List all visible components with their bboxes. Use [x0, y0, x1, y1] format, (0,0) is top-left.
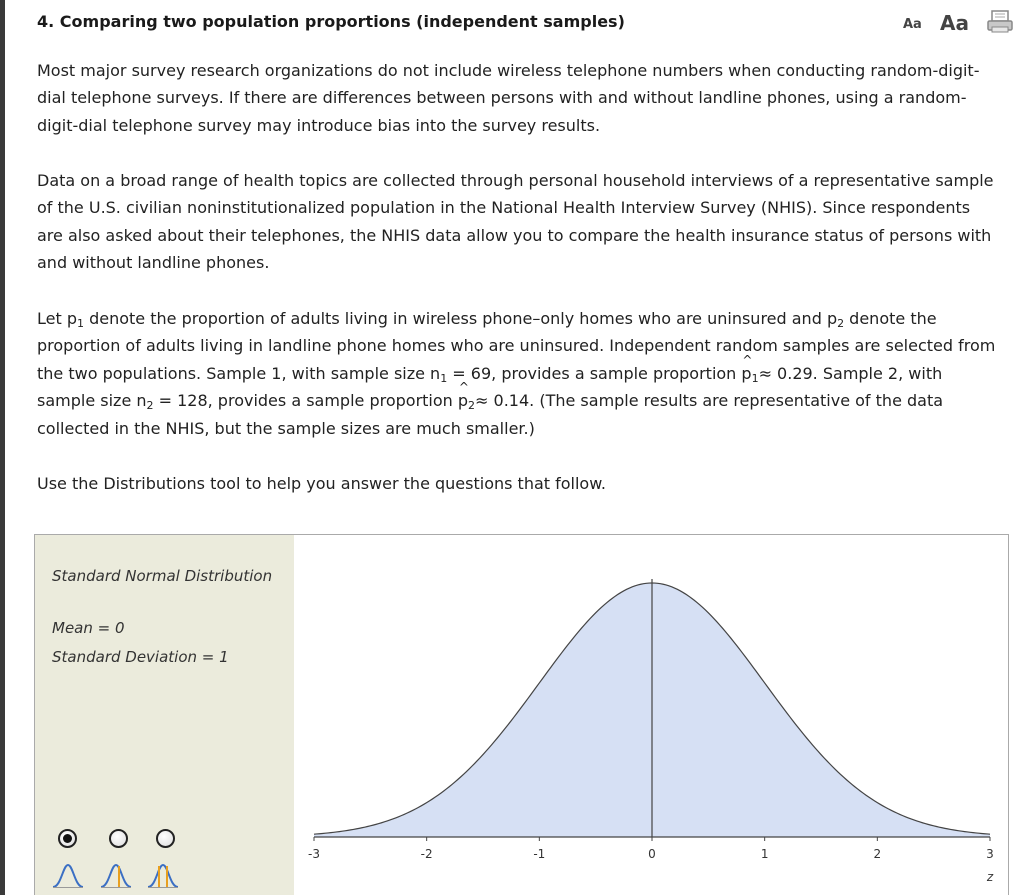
distribution-title: Standard Normal Distribution: [52, 567, 273, 585]
x-tick-label: 3: [986, 847, 994, 861]
question-title: 4. Comparing two population proportions (independent samples): [37, 12, 625, 31]
print-icon[interactable]: [986, 10, 1016, 34]
sd-label: Standard Deviation = 1: [52, 648, 229, 666]
nhis-paragraph: Data on a broad range of health topics are collected through personal household interviews of a representative sample of the U.S. civilian noninstitutionalized population in the National Health Interview Survey (NHIS). Since respondents are also asked about their telephones, the NHIS data allow you to compare the health insurance status of persons with and without landline phones.: [37, 171, 994, 273]
x-tick-label: -1: [533, 847, 546, 861]
x-tick-label: 2: [873, 847, 882, 861]
normal-distribution-chart[interactable]: [35, 535, 1010, 895]
x-tick-label: 1: [760, 847, 769, 861]
font-size-small-button[interactable]: Aa: [903, 17, 922, 32]
x-axis-label: z: [986, 870, 994, 884]
intro-paragraph: Most major survey research organizations do not include wireless telephone numbers when conducting random-digit-dial telephone surveys. If there are differences between persons with and without landline phones, using a random-digit-dial telephone survey may introduce bias into the survey results.: [37, 61, 980, 135]
instruction-paragraph: Use the Distributions tool to help you answer the questions that follow.: [37, 474, 606, 493]
x-tick-label: -2: [420, 847, 433, 861]
font-size-large-button[interactable]: Aa: [940, 11, 969, 35]
x-tick-label: -3: [308, 847, 320, 861]
distributions-tool: [34, 534, 1009, 895]
setup-paragraph: Let $p_1$ denote the proportion of adults living in wireless phone–only homes who are uninsured and $p_2$ denote the proportion of adults living in landline phone homes who are uninsured. Independent random samples are selected from the two populations. Sample 1, with sample size $n_1 = 69$, provides a sample proportion ^ $p_1\approx 0.29$. Sample 2, with sample size $n_2 = 128$, provides a sample proportion ^ $p_2\approx 0.14$. (The sample results are representative of the data collected in the NHIS, but the sample sizes are much smaller.): [37, 305, 997, 442]
left-border: [0, 0, 5, 895]
x-tick-label: 0: [648, 847, 656, 861]
mean-label: Mean = 0: [52, 619, 125, 637]
